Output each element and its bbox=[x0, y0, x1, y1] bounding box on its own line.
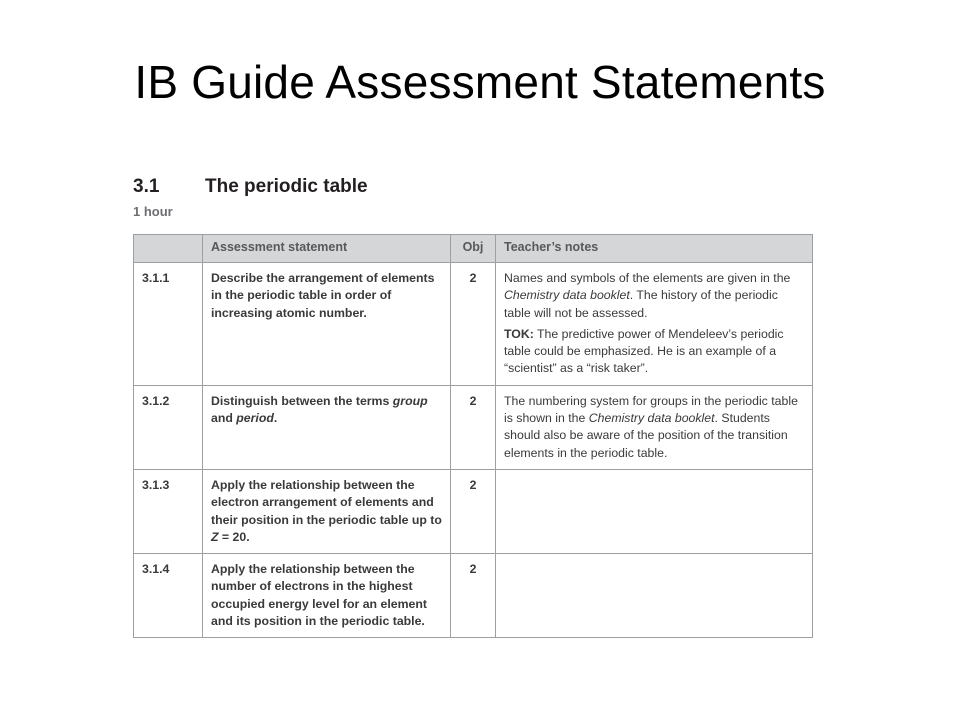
objective-level: 2 bbox=[451, 469, 496, 553]
section-heading bbox=[133, 176, 813, 198]
note-paragraph bbox=[504, 270, 804, 322]
statement-text: = 20. bbox=[218, 529, 250, 544]
note-text: Names and symbols of the elements are given in the bbox=[504, 271, 791, 285]
assessment-statement bbox=[203, 469, 451, 553]
statement-number: 3.1.3 bbox=[134, 469, 203, 553]
table-header-row bbox=[134, 235, 813, 263]
section-number: 3.1 bbox=[133, 176, 160, 197]
objective-level: 2 bbox=[451, 385, 496, 469]
statement-text: Apply the relationship between the electron arrangement of elements and their position in the periodic table up to bbox=[211, 477, 442, 527]
syllabus-excerpt bbox=[133, 176, 813, 629]
statement-text: . bbox=[273, 411, 278, 426]
statement-text: Apply the relationship between the number of electrons in the highest occupied energy level for an element and its position in the periodic table. bbox=[211, 562, 427, 629]
statement-number: 3.1.2 bbox=[134, 385, 203, 469]
booklet-title: Chemistry data booklet bbox=[588, 411, 715, 426]
assessment-table bbox=[133, 234, 813, 638]
slide-title: IB Guide Assessment Statements bbox=[134, 56, 826, 108]
note-text: . The history of the periodic table will not be assessed. bbox=[504, 288, 778, 320]
booklet-title: Chemistry data booklet bbox=[504, 288, 630, 303]
statement-symbol: Z bbox=[211, 529, 219, 544]
teachers-notes bbox=[496, 469, 813, 553]
table-row bbox=[134, 469, 813, 553]
table-row bbox=[134, 554, 813, 638]
tok-label: TOK: bbox=[504, 326, 534, 341]
teachers-notes bbox=[496, 263, 813, 386]
statement-term: group bbox=[392, 393, 428, 408]
table-row bbox=[134, 263, 813, 386]
statement-term: period bbox=[236, 411, 274, 426]
statement-number: 3.1.4 bbox=[134, 554, 203, 638]
statement-text: Distinguish between the terms bbox=[211, 393, 393, 408]
note-text: The numbering system for groups in the periodic table is shown in the bbox=[504, 393, 798, 426]
section-title: The periodic table bbox=[205, 176, 368, 197]
assessment-statement bbox=[203, 554, 451, 638]
section-duration: 1 hour bbox=[133, 204, 173, 219]
assessment-statement bbox=[203, 385, 451, 469]
header-teachers-notes: Teacher’s notes bbox=[496, 235, 813, 263]
note-text: . Students should also be aware of the position of the transition elements in the periodic table. bbox=[504, 411, 788, 460]
header-assessment-statement: Assessment statement bbox=[203, 235, 451, 263]
statement-text: and bbox=[211, 411, 237, 426]
tok-text: The predictive power of Mendeleev’s periodic table could be emphasized. He is an example of a “scientist” as a “risk taker”. bbox=[504, 326, 784, 376]
header-obj: Obj bbox=[451, 235, 496, 263]
objective-level: 2 bbox=[451, 554, 496, 638]
tok-note bbox=[504, 326, 804, 378]
statement-text: Describe the arrangement of elements in the periodic table in order of increasing atomic number. bbox=[211, 271, 435, 320]
teachers-notes bbox=[496, 554, 813, 638]
table-row bbox=[134, 385, 813, 469]
teachers-notes bbox=[496, 385, 813, 469]
assessment-statement bbox=[203, 263, 451, 386]
objective-level: 2 bbox=[451, 263, 496, 386]
header-number bbox=[134, 235, 203, 263]
statement-number: 3.1.1 bbox=[134, 263, 203, 386]
